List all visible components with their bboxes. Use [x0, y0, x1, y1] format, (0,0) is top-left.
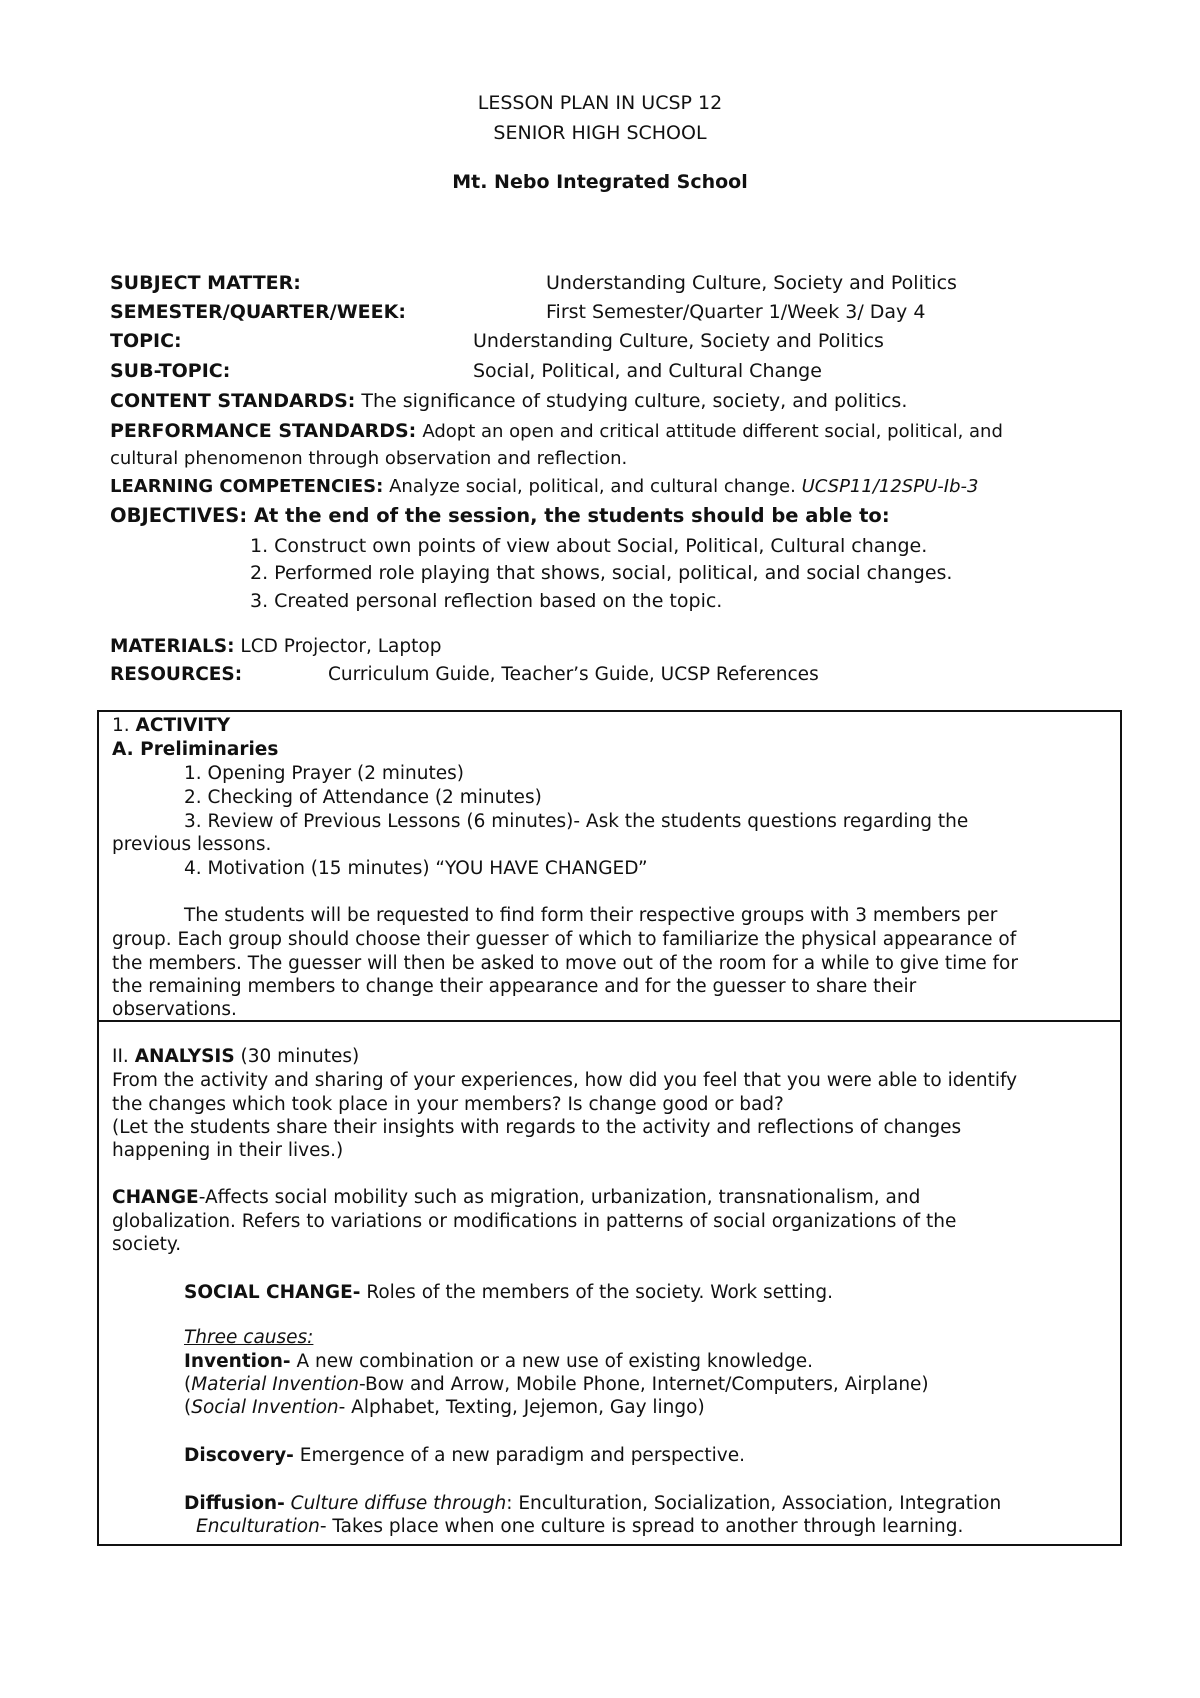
- materials-label: MATERIALS:: [110, 636, 235, 657]
- enculturation-label: Enculturation: [196, 1516, 320, 1537]
- analysis-question: the changes which took place in your members? Is change good or bad?: [112, 1094, 784, 1115]
- semester-label: SEMESTER/QUARTER/WEEK:: [110, 301, 406, 323]
- material-invention-label: Material Invention: [191, 1374, 359, 1395]
- competencies-code: UCSP11/12SPU-Ib-3: [801, 476, 979, 497]
- invention-value: A new combination or a new use of existing knowledge.: [296, 1351, 814, 1372]
- activity-number: 1.: [112, 715, 130, 736]
- change-label: CHANGE: [112, 1187, 199, 1208]
- objectives-value: At the end of the session, the students should be able to:: [253, 504, 890, 527]
- document-title: LESSON PLAN IN UCSP 12: [477, 92, 723, 114]
- social-invention-label: Social Invention: [191, 1397, 339, 1418]
- performance-standards-label: PERFORMANCE STANDARDS:: [110, 420, 417, 442]
- analysis-duration: (30 minutes): [240, 1046, 360, 1067]
- subject-matter-value: Understanding Culture, Society and Politics: [546, 272, 957, 294]
- analysis-heading: [112, 1046, 359, 1067]
- enculturation: [196, 1516, 963, 1537]
- enculturation-value: - Takes place when one culture is spread to another through learning.: [319, 1516, 964, 1537]
- content-standards: [110, 390, 907, 412]
- preliminary-step: 1. Opening Prayer (2 minutes): [184, 763, 464, 784]
- topic-label: TOPIC:: [110, 330, 182, 352]
- change-definition-cont: [112, 1211, 956, 1232]
- activity-title: ACTIVITY: [135, 715, 231, 736]
- materials-value: LCD Projector, Laptop: [240, 636, 442, 657]
- motivation-paragraph: group. Each group should choose their guesser of which to familiarize the physical appearance of: [112, 929, 1017, 950]
- diffusion: [184, 1493, 1001, 1514]
- preliminary-step: 3. Review of Previous Lessons (6 minutes)- Ask the students questions regarding the: [184, 811, 969, 832]
- material-invention: (Material Invention-Bow and Arrow, Mobile Phone, Internet/Computers, Airplane): [184, 1374, 929, 1395]
- social-change-label: SOCIAL CHANGE-: [184, 1282, 361, 1303]
- objective-item: 2. Performed role playing that shows, social, political, and social changes.: [250, 562, 953, 584]
- objective-item: 1. Construct own points of view about Social, Political, Cultural change.: [250, 535, 928, 557]
- subtopic-value: Social, Political, and Cultural Change: [473, 360, 822, 382]
- school-name: Mt. Nebo Integrated School: [452, 171, 748, 193]
- content-standards-value: The significance of studying culture, society, and politics.: [361, 390, 908, 412]
- performance-standards-value: Adopt an open and critical attitude different social, political, and: [422, 421, 1003, 442]
- invention: [184, 1351, 813, 1372]
- discovery-value: Emergence of a new paradigm and perspective.: [299, 1445, 745, 1466]
- objectives: [110, 504, 890, 527]
- motivation-paragraph: observations.: [112, 999, 237, 1020]
- preliminary-step-cont: previous lessons.: [112, 834, 272, 855]
- content-standards-label: CONTENT STANDARDS:: [110, 390, 356, 412]
- activity-heading: [112, 715, 230, 736]
- preliminary-step: 2. Checking of Attendance (2 minutes): [184, 787, 542, 808]
- document-subtitle: SENIOR HIGH SCHOOL: [493, 122, 707, 144]
- learning-competencies: [110, 476, 978, 497]
- diffusion-label: Diffusion-: [184, 1493, 285, 1514]
- preliminaries-heading: A. Preliminaries: [112, 739, 279, 760]
- resources-value: Curriculum Guide, Teacher’s Guide, UCSP References: [328, 664, 819, 685]
- materials: [110, 636, 441, 657]
- social-change-value: Roles of the members of the society. Work setting.: [366, 1282, 833, 1303]
- discovery-label: Discovery-: [184, 1445, 294, 1466]
- preliminary-step: 4. Motivation (15 minutes) “YOU HAVE CHANGED”: [184, 858, 648, 879]
- change-text: society.: [112, 1234, 182, 1255]
- objective-item: 3. Created personal reflection based on the topic.: [250, 590, 723, 612]
- motivation-paragraph: the remaining members to change their appearance and for the guesser to share their: [112, 976, 917, 997]
- analysis-question: (Let the students share their insights with regards to the activity and reflections of changes: [112, 1117, 962, 1138]
- diffusion-value: : Enculturation, Socialization, Association, Integration: [506, 1493, 1002, 1514]
- three-causes-heading: Three causes:: [184, 1327, 314, 1348]
- motivation-paragraph: the members. The guesser will then be asked to move out of the room for a while to give time for: [112, 953, 1018, 974]
- competencies-label: LEARNING COMPETENCIES:: [110, 476, 384, 497]
- change-definition: [112, 1187, 920, 1208]
- competencies-value: Analyze social, political, and cultural change.: [389, 476, 796, 497]
- subtopic-label: SUB-TOPIC:: [110, 360, 231, 382]
- material-invention-value: -Bow and Arrow, Mobile Phone, Internet/Computers, Airplane): [358, 1374, 929, 1395]
- semester-value: First Semester/Quarter 1/Week 3/ Day 4: [546, 301, 926, 323]
- change-text: -Affects social mobility such as migration, urbanization, transnationalism, and: [198, 1187, 921, 1208]
- discovery: [184, 1445, 745, 1466]
- social-invention: (Social Invention- Alphabet, Texting, Jejemon, Gay lingo): [184, 1397, 705, 1418]
- performance-standards-value-cont: cultural phenomenon through observation and reflection.: [110, 448, 628, 469]
- social-invention-value: - Alphabet, Texting, Jejemon, Gay lingo): [338, 1397, 705, 1418]
- analysis-section: [97, 1020, 1122, 1546]
- invention-label: Invention-: [184, 1351, 291, 1372]
- diffusion-italic: Culture diffuse through: [290, 1493, 507, 1514]
- analysis-question: happening in their lives.): [112, 1140, 344, 1161]
- analysis-title: ANALYSIS: [134, 1046, 235, 1067]
- change-text: globalization: [112, 1211, 231, 1232]
- resources-label: RESOURCES:: [110, 664, 243, 685]
- motivation-paragraph: The students will be requested to find form their respective groups with 3 members per: [184, 905, 998, 926]
- performance-standards: [110, 420, 1003, 442]
- objectives-label: OBJECTIVES:: [110, 504, 248, 527]
- analysis-question: From the activity and sharing of your experiences, how did you feel that you were able to identify: [112, 1070, 1018, 1091]
- analysis-number: II.: [112, 1046, 129, 1067]
- social-change: [184, 1282, 833, 1303]
- topic-value: Understanding Culture, Society and Politics: [473, 330, 884, 352]
- activity-section: [97, 710, 1122, 1022]
- change-text: . Refers to variations or modifications in patterns of social organizations of the: [230, 1211, 957, 1232]
- subject-matter-label: SUBJECT MATTER:: [110, 272, 301, 294]
